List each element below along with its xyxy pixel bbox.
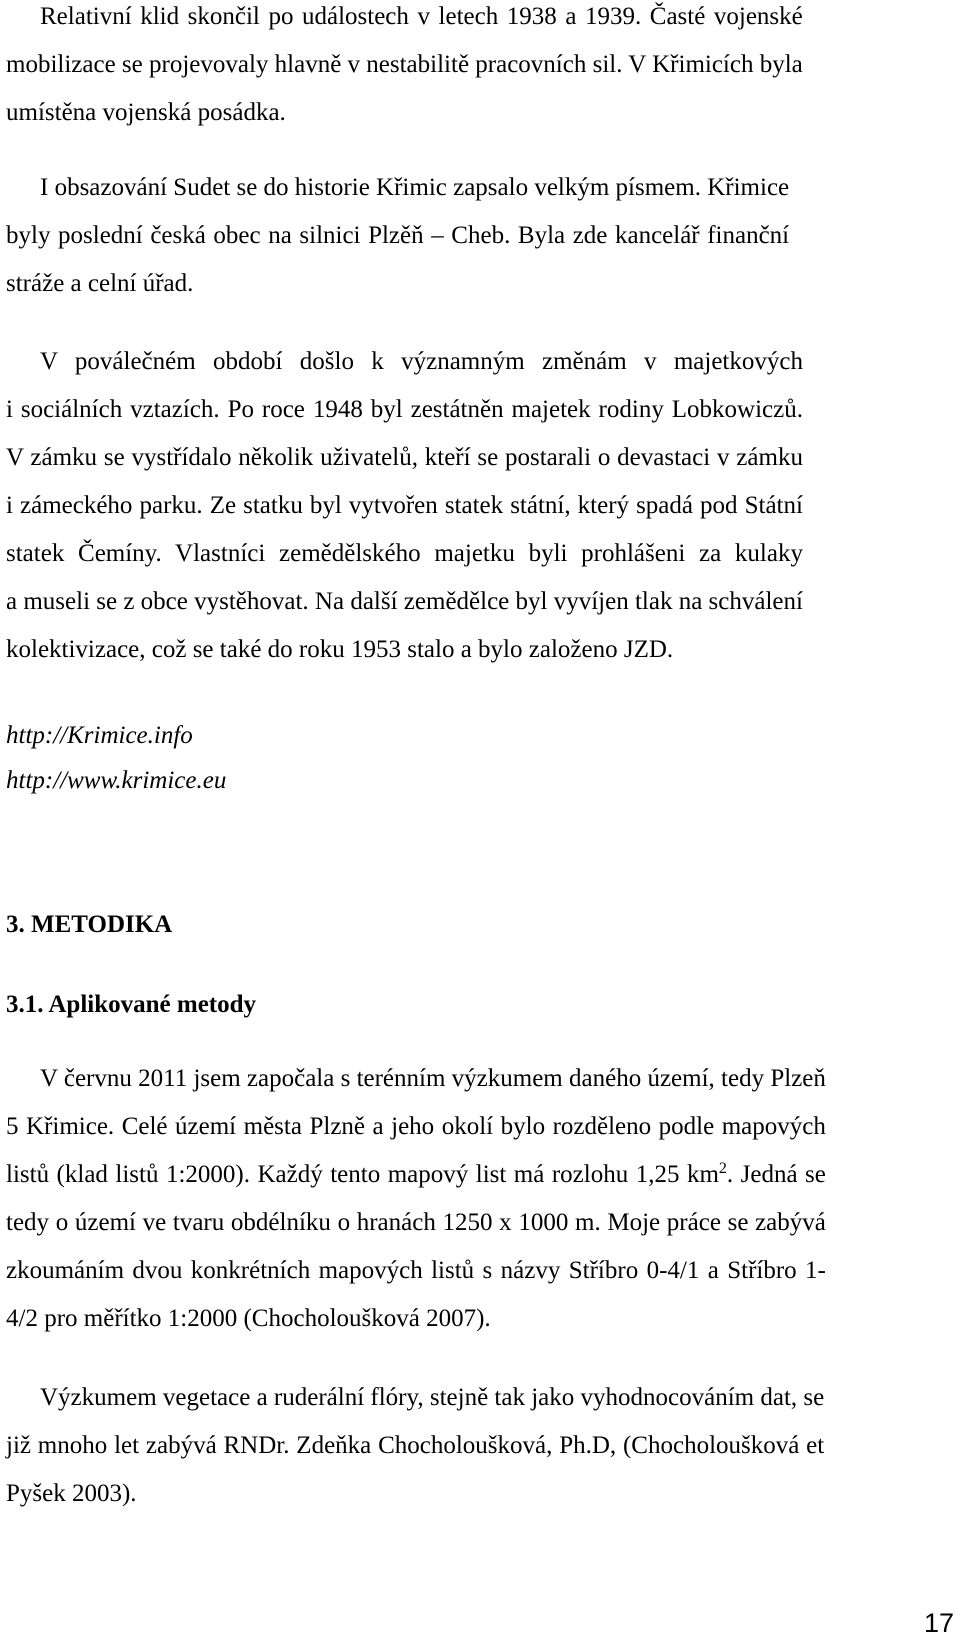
link-krimice-eu[interactable]: http://www.krimice.eu (6, 767, 227, 794)
text-line: I obsazování Sudet se do historie Křimic zapsalo velkým písmem. Křimice (40, 174, 790, 201)
text-line: mobilizace se projevovaly hlavně v nestabilitě pracovních sil. V Křimicích byla (6, 51, 803, 78)
text-fragment: listů (klad listů 1:2000). Každý tento mapový list má rozlohu 1,25 km (6, 1161, 719, 1188)
paragraph-sudetes (6, 164, 789, 308)
text-line: i zámeckého parku. Ze statku byl vytvořen statek státní, který spadá pod Státní (6, 492, 803, 519)
text-line: zkoumáním dvou konkrétních mapových listů s názvy Stříbro 0-4/1 a Stříbro 1- (6, 1257, 826, 1284)
text-line: statek Čemíny. Vlastníci zemědělského majetku byli prohlášeni za kulaky (6, 540, 803, 567)
text-line: i sociálních vztazích. Po roce 1948 byl zestátněn majetek rodiny Lobkowiczů. (6, 396, 803, 423)
text-line: Pyšek 2003). (6, 1480, 137, 1507)
paragraph-postwar (6, 338, 803, 674)
link-krimice-info[interactable]: http://Krimice.info (6, 722, 193, 749)
text-line: stráže a celní úřad. (6, 270, 194, 297)
text-line-with-superscript (6, 1151, 826, 1199)
text-line: umístěna vojenská posádka. (6, 99, 286, 126)
section-heading: 3. METODIKA (6, 911, 173, 938)
paragraph-research (6, 1374, 824, 1518)
text-fragment: . Jedná se (726, 1161, 826, 1188)
text-line: již mnoho let zabývá RNDr. Zdeňka Chocholoušková, Ph.D, (Chocholoušková et (6, 1432, 825, 1459)
paragraph-prewar (6, 0, 803, 137)
paragraph-methods (6, 1055, 826, 1343)
page-number: 17 (923, 1608, 954, 1638)
text-line: 5 Křimice. Celé území města Plzně a jeho okolí bylo rozděleno podle mapových (6, 1113, 826, 1140)
text-line: Relativní klid skončil po událostech v letech 1938 a 1939. Časté vojenské (40, 3, 803, 30)
source-links (6, 713, 226, 803)
text-line: tedy o území ve tvaru obdélníku o hranách 1250 x 1000 m. Moje práce se zabývá (6, 1209, 826, 1236)
text-line: byly poslední česká obec na silnici Plzěň – Cheb. Byla zde kancelář finanční (6, 222, 790, 249)
text-line: V poválečném období došlo k významným změnám v majetkových (40, 348, 803, 375)
text-line: 4/2 pro měřítko 1:2000 (Chocholoušková 2007). (6, 1305, 491, 1332)
text-line: V zámku se vystřídalo několik uživatelů, kteří se postarali o devastaci v zámku (6, 444, 803, 471)
text-line: V červnu 2011 jsem započala s terénním výzkumem daného území, tedy Plzeň (40, 1065, 826, 1092)
text-line: a museli se z obce vystěhovat. Na další zemědělce byl vyvíjen tlak na schválení (6, 588, 803, 615)
superscript: 2 (718, 1160, 727, 1177)
text-line: Výzkumem vegetace a ruderální flóry, stejně tak jako vyhodnocováním dat, se (40, 1384, 825, 1411)
subsection-heading: 3.1. Aplikované metody (6, 991, 257, 1018)
text-line: kolektivizace, což se také do roku 1953 stalo a bylo založeno JZD. (6, 636, 674, 663)
